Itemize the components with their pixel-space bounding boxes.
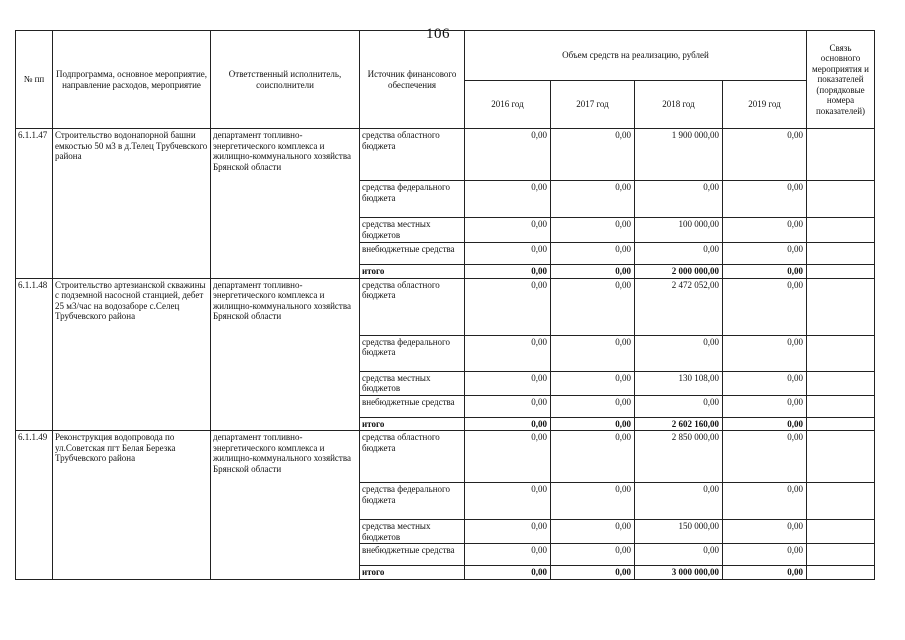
table-body <box>16 129 875 580</box>
table-row <box>16 278 875 335</box>
section-executor: департамент топливно-энергетического комплекса и жилищно-коммунального хозяйства Брянской области <box>211 431 360 580</box>
section-name: Строительство артезианской скважины с подземной насосной станцией, дебет 25 м3/час на водозаборе с.Селец Трубчевского района <box>53 278 211 431</box>
indicator-link-cell <box>807 544 875 566</box>
header-year-2018: 2018 год <box>635 81 723 129</box>
amount-cell: 2 602 160,00 <box>635 417 723 431</box>
amount-cell: 0,00 <box>551 431 635 483</box>
amount-cell: 0,00 <box>723 243 807 265</box>
table-row <box>16 431 875 483</box>
indicator-link-cell <box>807 483 875 520</box>
amount-cell: 0,00 <box>551 181 635 218</box>
section-executor: департамент топливно-энергетического комплекса и жилищно-коммунального хозяйства Брянской области <box>211 278 360 431</box>
indicator-link-cell <box>807 335 875 371</box>
budget-table <box>15 30 875 580</box>
amount-cell: 130 108,00 <box>635 371 723 395</box>
amount-cell: 0,00 <box>551 483 635 520</box>
amount-cell: 0,00 <box>551 218 635 243</box>
section-number: 6.1.1.48 <box>16 278 53 431</box>
source-label: средства областного бюджета <box>360 431 465 483</box>
source-label: средства местных бюджетов <box>360 371 465 395</box>
source-label: средства областного бюджета <box>360 129 465 181</box>
amount-cell: 0,00 <box>551 395 635 417</box>
header-volume: Объем средств на реализацию, рублей <box>465 31 807 81</box>
amount-cell: 0,00 <box>723 566 807 580</box>
amount-cell: 0,00 <box>551 278 635 335</box>
indicator-link-cell <box>807 265 875 279</box>
amount-cell: 0,00 <box>465 431 551 483</box>
amount-cell: 0,00 <box>723 278 807 335</box>
amount-cell: 0,00 <box>465 181 551 218</box>
indicator-link-cell <box>807 129 875 181</box>
amount-cell: 0,00 <box>723 431 807 483</box>
header-year-2016: 2016 год <box>465 81 551 129</box>
amount-cell: 150 000,00 <box>635 520 723 544</box>
amount-cell: 0,00 <box>465 520 551 544</box>
total-label: итого <box>360 566 465 580</box>
indicator-link-cell <box>807 218 875 243</box>
indicator-link-cell <box>807 417 875 431</box>
amount-cell: 0,00 <box>465 129 551 181</box>
amount-cell: 0,00 <box>635 335 723 371</box>
amount-cell: 0,00 <box>723 417 807 431</box>
amount-cell: 0,00 <box>465 335 551 371</box>
amount-cell: 0,00 <box>723 265 807 279</box>
amount-cell: 0,00 <box>465 483 551 520</box>
amount-cell: 2 472 052,00 <box>635 278 723 335</box>
section-name: Реконструкция водопровода по ул.Советская пгт Белая Березка Трубчевского района <box>53 431 211 580</box>
amount-cell: 0,00 <box>551 243 635 265</box>
amount-cell: 0,00 <box>723 335 807 371</box>
amount-cell: 0,00 <box>635 483 723 520</box>
indicator-link-cell <box>807 431 875 483</box>
source-label: внебюджетные средства <box>360 243 465 265</box>
amount-cell: 0,00 <box>723 218 807 243</box>
section-name: Строительство водонапорной башни емкостью 50 м3 в д.Телец Трубчевского района <box>53 129 211 279</box>
amount-cell: 0,00 <box>551 335 635 371</box>
header-year-2017: 2017 год <box>551 81 635 129</box>
amount-cell: 0,00 <box>723 483 807 520</box>
amount-cell: 0,00 <box>551 544 635 566</box>
header-year-2019: 2019 год <box>723 81 807 129</box>
amount-cell: 1 900 000,00 <box>635 129 723 181</box>
amount-cell: 0,00 <box>465 566 551 580</box>
source-label: средства федерального бюджета <box>360 335 465 371</box>
amount-cell: 0,00 <box>723 520 807 544</box>
header-link: Связь основного мероприятия и показателей (порядковые номера показателей) <box>807 31 875 129</box>
table-row <box>16 129 875 181</box>
amount-cell: 0,00 <box>465 417 551 431</box>
indicator-link-cell <box>807 520 875 544</box>
amount-cell: 0,00 <box>635 181 723 218</box>
amount-cell: 3 000 000,00 <box>635 566 723 580</box>
section-executor: департамент топливно-энергетического комплекса и жилищно-коммунального хозяйства Брянской области <box>211 129 360 279</box>
indicator-link-cell <box>807 566 875 580</box>
amount-cell: 0,00 <box>723 181 807 218</box>
amount-cell: 0,00 <box>723 544 807 566</box>
indicator-link-cell <box>807 181 875 218</box>
amount-cell: 0,00 <box>723 395 807 417</box>
amount-cell: 0,00 <box>465 395 551 417</box>
amount-cell: 0,00 <box>551 520 635 544</box>
amount-cell: 0,00 <box>465 218 551 243</box>
total-label: итого <box>360 417 465 431</box>
amount-cell: 0,00 <box>465 371 551 395</box>
amount-cell: 0,00 <box>551 371 635 395</box>
amount-cell: 0,00 <box>635 544 723 566</box>
header-executor: Ответственный исполнитель, соисполнители <box>211 31 360 129</box>
header-num: № пп <box>16 31 53 129</box>
indicator-link-cell <box>807 243 875 265</box>
amount-cell: 0,00 <box>465 265 551 279</box>
amount-cell: 0,00 <box>723 371 807 395</box>
amount-cell: 0,00 <box>551 566 635 580</box>
source-label: средства федерального бюджета <box>360 483 465 520</box>
source-label: внебюджетные средства <box>360 544 465 566</box>
amount-cell: 0,00 <box>723 129 807 181</box>
amount-cell: 0,00 <box>465 278 551 335</box>
amount-cell: 2 850 000,00 <box>635 431 723 483</box>
amount-cell: 2 000 000,00 <box>635 265 723 279</box>
total-label: итого <box>360 265 465 279</box>
source-label: средства областного бюджета <box>360 278 465 335</box>
page-number: 106 <box>426 26 450 42</box>
amount-cell: 0,00 <box>635 243 723 265</box>
amount-cell: 0,00 <box>551 417 635 431</box>
indicator-link-cell <box>807 371 875 395</box>
indicator-link-cell <box>807 278 875 335</box>
amount-cell: 100 000,00 <box>635 218 723 243</box>
header-program: Подпрограмма, основное мероприятие, направление расходов, мероприятие <box>53 31 211 129</box>
source-label: средства местных бюджетов <box>360 520 465 544</box>
source-label: внебюджетные средства <box>360 395 465 417</box>
indicator-link-cell <box>807 395 875 417</box>
header-source: Источник финансового обеспечения <box>360 31 465 129</box>
amount-cell: 0,00 <box>465 243 551 265</box>
section-number: 6.1.1.47 <box>16 129 53 279</box>
source-label: средства федерального бюджета <box>360 181 465 218</box>
section-number: 6.1.1.49 <box>16 431 53 580</box>
source-label: средства местных бюджетов <box>360 218 465 243</box>
amount-cell: 0,00 <box>465 544 551 566</box>
amount-cell: 0,00 <box>551 265 635 279</box>
amount-cell: 0,00 <box>635 395 723 417</box>
amount-cell: 0,00 <box>551 129 635 181</box>
